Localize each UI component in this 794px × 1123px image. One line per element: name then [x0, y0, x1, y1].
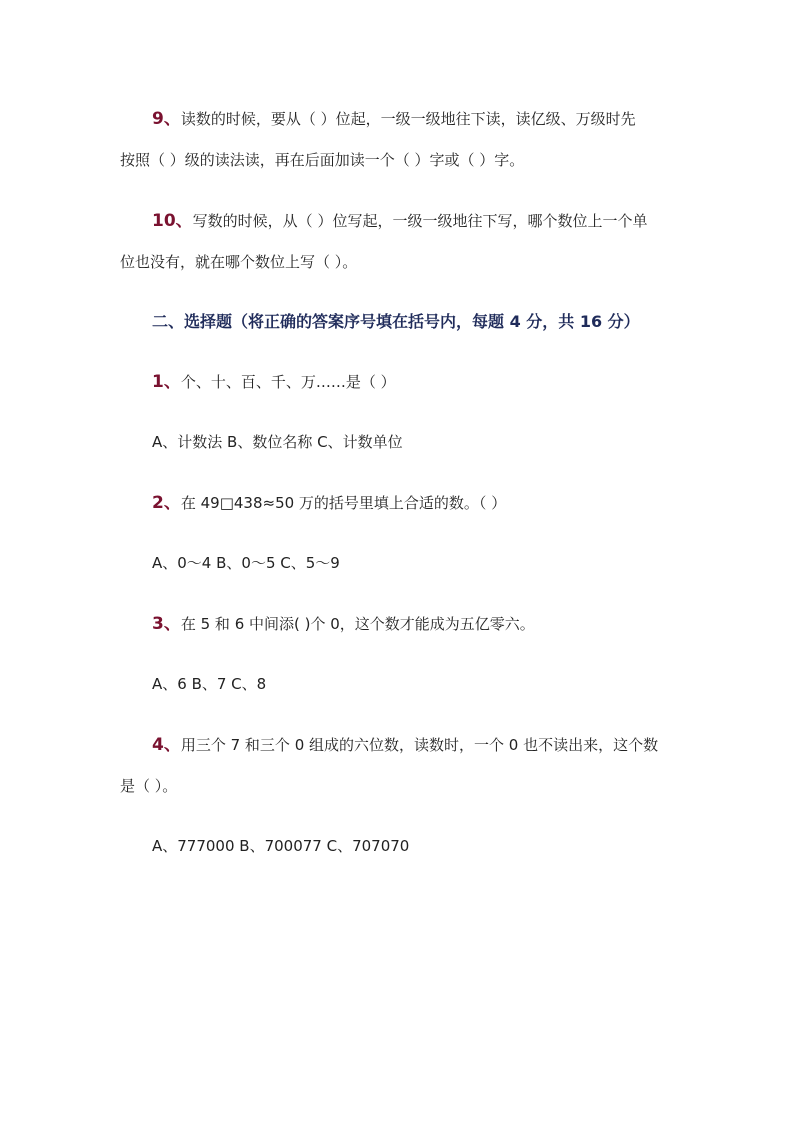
choice-question-3-number: 3、 [152, 614, 181, 634]
choice-question-2-options: A、0～4 B、0～5 C、5～9 [152, 554, 340, 572]
choice-question-4-number: 4、 [152, 735, 181, 755]
question-9-line-1 [152, 109, 636, 129]
question-10-text: 写数的时候，从（ ）位写起，一级一级地往下写，哪个数位上一个单 [192, 212, 648, 230]
choice-question-1-options: A、计数法 B、数位名称 C、计数单位 [152, 433, 403, 451]
choice-question-3-options: A、6 B、7 C、8 [152, 675, 267, 693]
choice-question-4-line-2: 是（ ）。 [120, 777, 178, 795]
choice-question-1-number: 1、 [152, 372, 181, 392]
choice-question-3-line [152, 614, 535, 634]
choice-question-4-text: 用三个 7 和三个 0 组成的六位数，读数时，一个 0 也不读出来，这个数 [180, 736, 659, 754]
choice-question-2-number: 2、 [152, 493, 181, 513]
choice-question-3-text: 在 5 和 6 中间添( )个 0，这个数才能成为五亿零六。 [180, 615, 535, 633]
choice-question-1-text: 个、十、百、千、万……是（ ） [180, 373, 396, 391]
choice-question-2-text: 在 49□438≈50 万的括号里填上合适的数。（ ） [180, 494, 507, 512]
choice-question-4-options: A、777000 B、700077 C、707070 [152, 837, 410, 855]
section-heading: 二、选择题（将正确的答案序号填在括号内，每题 4 分，共 16 分） [152, 312, 640, 331]
choice-question-2-line [152, 493, 506, 513]
question-9-number: 9、 [152, 109, 181, 129]
question-10-line-1 [152, 211, 647, 231]
question-10-line-2: 位也没有，就在哪个数位上写（ ）。 [120, 253, 358, 271]
question-9-line-2: 按照（ ）级的读法读，再在后面加读一个（ ）字或（ ）字。 [120, 151, 525, 169]
choice-question-4-line-1 [152, 735, 658, 755]
question-10-number: 10、 [152, 211, 193, 231]
choice-question-1-line [152, 372, 396, 392]
question-9-text: 读数的时候，要从（ ）位起，一级一级地往下读，读亿级、万级时先 [180, 110, 636, 128]
